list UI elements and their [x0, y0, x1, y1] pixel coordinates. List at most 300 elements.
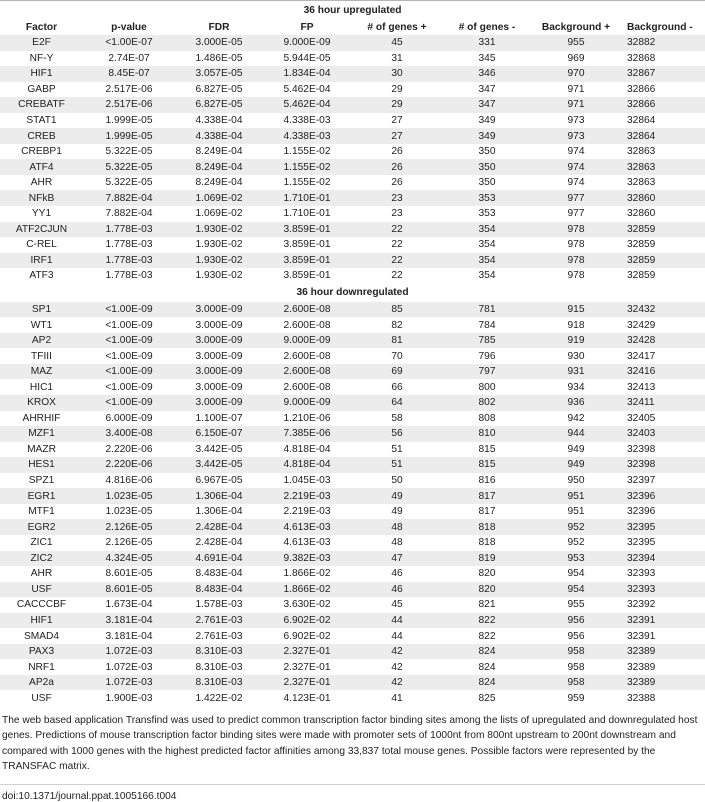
table-row	[0, 395, 705, 411]
table-cell: 954	[531, 582, 621, 598]
table-cell: WT1	[30, 319, 53, 331]
table-cell: 818	[478, 537, 496, 549]
table-cell: 2.600E-08	[263, 302, 351, 318]
table-cell: CACCCBF	[16, 599, 67, 611]
table-cell: 970	[531, 66, 621, 82]
table-cell: 956	[531, 613, 621, 629]
table-cell: 815	[443, 457, 531, 473]
table-cell: HIF1	[0, 613, 83, 629]
table-cell: 32864	[627, 115, 656, 126]
table-cell: 23	[351, 190, 443, 206]
table-cell: 69	[351, 364, 443, 380]
table-cell: AP2	[0, 333, 83, 349]
table-cell: 818	[443, 519, 531, 535]
table-cell: 81	[351, 333, 443, 349]
table-row	[0, 628, 705, 644]
table-cell: 800	[478, 381, 496, 393]
table-cell: 8.601E-05	[83, 582, 175, 598]
table-cell: 32413	[627, 381, 656, 393]
table-cell: 977	[567, 208, 585, 220]
table-cell: 8.249E-04	[195, 177, 243, 189]
table-cell: 1.306E-04	[195, 506, 243, 518]
table-cell: MZF1	[0, 426, 83, 442]
table-cell: 931	[531, 364, 621, 380]
table-cell: 51	[391, 443, 403, 455]
table-cell: 820	[478, 568, 496, 580]
table-cell: 1.930E-02	[175, 253, 263, 269]
table-cell: AHRHIF	[22, 412, 61, 424]
table-cell: 4.816E-06	[105, 475, 153, 487]
table-cell: 2.428E-04	[175, 519, 263, 535]
table-row	[0, 488, 705, 504]
table-cell: 4.324E-05	[83, 551, 175, 567]
table-cell: 32389	[621, 644, 705, 660]
table-cell: 58	[391, 412, 403, 424]
table-cell: MAZR	[27, 443, 56, 455]
table-cell: 4.818E-04	[263, 457, 351, 473]
table-cell: 969	[567, 52, 585, 64]
table-cell: 2.74E-07	[108, 52, 150, 64]
table-cell: 978	[531, 222, 621, 238]
table-cell: 9.382E-03	[263, 551, 351, 567]
table-cell: 1.778E-03	[83, 253, 175, 269]
table-cell: SMAD4	[23, 630, 60, 642]
table-cell: 32389	[627, 661, 656, 673]
table-cell: 32398	[621, 457, 705, 473]
table-cell: 354	[443, 222, 531, 238]
table-cell: 5.322E-05	[105, 177, 153, 189]
table-cell: 4.691E-04	[175, 551, 263, 567]
table-cell: 949	[567, 443, 585, 455]
table-row	[0, 317, 705, 333]
table-cell: 1.072E-03	[83, 644, 175, 660]
table-cell: 3.859E-01	[263, 222, 351, 238]
table-cell: 4.818E-04	[283, 443, 331, 455]
table-cell: 9.000E-09	[263, 35, 351, 51]
table-row	[0, 128, 705, 144]
table-cell: 3.630E-02	[283, 599, 331, 611]
table-cell: 32863	[621, 159, 705, 175]
table-cell: 817	[443, 488, 531, 504]
table-cell: 978	[567, 239, 585, 251]
section-title-downregulated: 36 hour downregulated	[296, 287, 409, 299]
table-cell: NFkB	[0, 190, 83, 206]
table-cell: 971	[567, 83, 585, 95]
table-cell: SP1	[0, 302, 83, 318]
table-cell: 978	[567, 270, 585, 282]
table-cell: 936	[531, 395, 621, 411]
table-cell: 32859	[627, 270, 656, 282]
table-cell: 1.778E-03	[83, 222, 175, 238]
table-cell: 5.322E-05	[105, 146, 153, 158]
table-cell: 952	[567, 537, 585, 549]
table-cell: 1.155E-02	[263, 159, 351, 175]
table-cell: 2.219E-03	[263, 488, 351, 504]
table-cell: 3.000E-09	[195, 319, 243, 331]
table-cell: 951	[531, 488, 621, 504]
table-row	[0, 222, 705, 238]
table-cell: 32416	[621, 364, 705, 380]
table-cell: 5.944E-05	[283, 52, 331, 64]
table-cell: 2.126E-05	[105, 537, 153, 549]
table-cell: 955	[567, 599, 585, 611]
table-cell: 959	[567, 692, 585, 704]
table-cell: 971	[531, 97, 621, 113]
table-cell: SPZ1	[28, 475, 55, 487]
table-footnote: The web based application Transfind was used to predict common transcription factor binding sites among the lists of upregulated and downregulated host genes. Predictions of mouse transcription factor binding sites were made with promoter sets of 1000nt from 800nt upstream to 200nt downstream and compared with 1000 genes with the highest predicted factor affinities among 33,837 total mouse genes. Possible factors were represented by the TRANSFAC matrix.	[2, 714, 698, 772]
table-row	[0, 206, 705, 222]
table-cell: 958	[531, 675, 621, 691]
col-header-fdr: FDR	[175, 19, 263, 35]
table-cell: 2.126E-05	[83, 519, 175, 535]
table-cell: 974	[531, 159, 621, 175]
table-cell: 22	[351, 222, 443, 238]
table-cell: 2.600E-08	[283, 319, 331, 331]
table-cell: <1.00E-09	[105, 381, 153, 393]
table-cell: 29	[391, 83, 403, 95]
table-cell: 1.422E-02	[195, 692, 243, 704]
table-cell: 32864	[621, 128, 705, 144]
table-cell: 973	[567, 115, 585, 126]
table-row	[0, 597, 705, 613]
table-cell: 956	[567, 630, 585, 642]
table-cell: 1.100E-07	[195, 412, 243, 424]
table-cell: 2.761E-03	[195, 630, 243, 642]
table-cell: 32405	[627, 412, 656, 424]
table-row	[0, 504, 705, 520]
table-cell: 2.600E-08	[283, 350, 331, 362]
table-cell: 32389	[621, 675, 705, 691]
table-cell: 825	[478, 692, 496, 704]
table-cell: ATF2CJUN	[0, 222, 83, 238]
table-cell: 5.322E-05	[83, 159, 175, 175]
table-cell: 32863	[627, 146, 656, 158]
table-cell: ATF4	[0, 159, 83, 175]
table-cell: 950	[567, 475, 585, 487]
table-cell: MAZ	[0, 364, 83, 380]
table-cell: 42	[391, 661, 403, 673]
table-cell: 978	[531, 253, 621, 269]
table-row	[0, 442, 705, 458]
table-cell: 353	[443, 190, 531, 206]
column-header-row	[0, 19, 705, 35]
table-cell: 1.023E-05	[105, 506, 153, 518]
table-cell: 810	[443, 426, 531, 442]
table-cell: 48	[351, 519, 443, 535]
table-cell: 1.930E-02	[195, 239, 243, 251]
table-row	[0, 348, 705, 364]
table-cell: 32396	[627, 506, 656, 518]
table-cell: IRF1	[0, 253, 83, 269]
table-row	[0, 675, 705, 691]
doi-link[interactable]: doi:10.1371/journal.ppat.1005166.t004	[0, 784, 705, 802]
table-cell: 3.000E-09	[175, 302, 263, 318]
table-cell: CREBP1	[21, 146, 62, 158]
table-cell: 973	[531, 128, 621, 144]
table-cell: 354	[443, 253, 531, 269]
table-cell: 32867	[621, 66, 705, 82]
table-cell: 26	[391, 146, 403, 158]
table-cell: 2.327E-01	[263, 675, 351, 691]
table-cell: 47	[351, 551, 443, 567]
table-cell: 1.866E-02	[263, 582, 351, 598]
table-cell: 919	[531, 333, 621, 349]
table-cell: 977	[531, 190, 621, 206]
table-cell: 1.155E-02	[283, 146, 331, 158]
table-row	[0, 253, 705, 269]
table-cell: 6.902E-02	[283, 630, 331, 642]
table-cell: C-REL	[26, 239, 57, 251]
table-row	[0, 551, 705, 567]
table-cell: 802	[443, 395, 531, 411]
table-cell: 9.000E-09	[263, 333, 351, 349]
table-cell: 1.834E-04	[263, 66, 351, 82]
table-row	[0, 35, 705, 51]
table-cell: 1.023E-05	[83, 488, 175, 504]
table-cell: 45	[391, 599, 403, 611]
table-cell: 4.613E-03	[263, 519, 351, 535]
table-cell: 32859	[627, 239, 656, 251]
table-cell: 22	[351, 253, 443, 269]
table-row	[0, 613, 705, 629]
table-cell: 3.442E-05	[195, 443, 243, 455]
table-cell: 1.778E-03	[105, 270, 153, 282]
table-cell: 27	[351, 128, 443, 144]
table-cell: 3.181E-04	[83, 613, 175, 629]
table-cell: 350	[443, 159, 531, 175]
table-cell: 918	[567, 319, 585, 331]
table-cell: 32397	[627, 475, 656, 487]
table-row	[0, 113, 705, 129]
table-cell: NRF1	[28, 661, 55, 673]
table-cell: 1.900E-03	[105, 692, 153, 704]
table-cell: 958	[531, 644, 621, 660]
table-cell: 4.338E-04	[195, 115, 243, 126]
table-cell: 3.442E-05	[175, 457, 263, 473]
table-cell: EGR1	[0, 488, 83, 504]
table-cell: 7.882E-04	[105, 208, 153, 220]
table-cell: 3.859E-01	[283, 270, 331, 282]
table-cell: 70	[391, 350, 403, 362]
col-header-genes-plus: # of genes +	[351, 19, 443, 35]
table-cell: 6.150E-07	[175, 426, 263, 442]
downregulated-rows	[0, 302, 705, 706]
table-cell: 45	[351, 35, 443, 51]
table-cell: 350	[478, 177, 496, 189]
table-cell: 32388	[627, 692, 656, 704]
table-cell: 6.000E-09	[105, 412, 153, 424]
table-cell: 3.000E-09	[195, 381, 243, 393]
table-cell: USF	[0, 582, 83, 598]
table-row	[0, 51, 705, 67]
table-cell: 785	[443, 333, 531, 349]
table-cell: 915	[531, 302, 621, 318]
table-cell: <1.00E-09	[105, 350, 153, 362]
table-cell: HES1	[0, 457, 83, 473]
table-cell: 781	[443, 302, 531, 318]
table-cell: AHR	[30, 568, 53, 580]
table-cell: 44	[351, 613, 443, 629]
upregulated-rows	[0, 35, 705, 284]
table-cell: 50	[391, 475, 403, 487]
table-row	[0, 690, 705, 706]
table-cell: 2.327E-01	[263, 644, 351, 660]
table-cell: 1.486E-05	[195, 52, 243, 64]
col-header-genes-minus: # of genes -	[443, 19, 531, 35]
col-header-background-minus: Background -	[621, 19, 705, 35]
table-cell: GABP	[27, 83, 56, 95]
table-cell: 821	[478, 599, 496, 611]
table-cell: 1.306E-04	[175, 488, 263, 504]
table-cell: 974	[567, 177, 585, 189]
section-title-upregulated: 36 hour upregulated	[0, 1, 705, 20]
table-cell: 27	[391, 115, 403, 126]
table-cell: 5.462E-04	[263, 97, 351, 113]
table-cell: 2.219E-03	[283, 506, 331, 518]
table-cell: 32395	[621, 519, 705, 535]
table-cell: 3.181E-04	[105, 630, 153, 642]
table-cell: <1.00E-07	[83, 35, 175, 51]
table-cell: 32403	[621, 426, 705, 442]
table-row	[0, 535, 705, 551]
col-header-pvalue: p-value	[83, 19, 175, 35]
table-cell: 32398	[627, 443, 656, 455]
table-cell: 4.613E-03	[283, 537, 331, 549]
table-cell: 1.578E-03	[195, 599, 243, 611]
table-cell: 1.210E-06	[283, 412, 331, 424]
table-cell: 347	[478, 83, 496, 95]
table-cell: 934	[567, 381, 585, 393]
table-cell: 22	[391, 270, 403, 282]
table-cell: 85	[351, 302, 443, 318]
table-cell: 32393	[627, 568, 656, 580]
table-cell: 32391	[621, 613, 705, 629]
table-cell: 797	[443, 364, 531, 380]
table-cell: PAX3	[0, 644, 83, 660]
table-cell: 32863	[627, 177, 656, 189]
table-row	[0, 519, 705, 535]
table-cell: 353	[478, 208, 496, 220]
table-cell: 1.069E-02	[175, 190, 263, 206]
table-cell: 32417	[627, 350, 656, 362]
table-cell: 1.778E-03	[105, 239, 153, 251]
table-cell: KROX	[0, 395, 83, 411]
table-cell: 6.902E-02	[263, 613, 351, 629]
table-cell: 23	[391, 208, 403, 220]
table-cell: 29	[351, 97, 443, 113]
table-cell: 8.483E-04	[195, 568, 243, 580]
table-cell: 8.310E-03	[175, 675, 263, 691]
table-cell: 32866	[621, 97, 705, 113]
table-cell: ZIC1	[30, 537, 53, 549]
table-cell: 8.310E-03	[195, 661, 243, 673]
table-cell: 46	[351, 582, 443, 598]
table-row	[0, 582, 705, 598]
table-cell: 42	[351, 644, 443, 660]
table-cell: 44	[391, 630, 403, 642]
table-cell: 41	[391, 692, 403, 704]
table-cell: 64	[351, 395, 443, 411]
table-cell: 32391	[627, 630, 656, 642]
table-cell: YY1	[31, 208, 52, 220]
table-cell: AP2a	[0, 675, 83, 691]
table-row	[0, 66, 705, 82]
table-cell: 2.327E-01	[283, 661, 331, 673]
table-cell: CREBATF	[0, 97, 83, 113]
table-cell: 32859	[621, 253, 705, 269]
table-row	[0, 379, 705, 395]
table-cell: 32866	[627, 83, 656, 95]
table-cell: STAT1	[26, 115, 57, 126]
table-row	[0, 426, 705, 442]
table-cell: <1.00E-09	[83, 395, 175, 411]
table-cell: 6.827E-05	[195, 83, 243, 95]
table-cell: HIF1	[0, 66, 83, 82]
table-cell: HIC1	[29, 381, 54, 393]
table-cell: 1.045E-03	[283, 475, 331, 487]
table-cell: 331	[443, 35, 531, 51]
table-cell: TFIII	[31, 350, 52, 362]
table-cell: 820	[443, 582, 531, 598]
table-cell: 32432	[621, 302, 705, 318]
table-cell: 824	[443, 644, 531, 660]
table-cell: 51	[351, 457, 443, 473]
table-cell: 349	[478, 115, 496, 126]
table-row	[0, 364, 705, 380]
table-cell: 2.517E-06	[83, 97, 175, 113]
table-cell: 784	[478, 319, 496, 331]
table-cell: <1.00E-09	[83, 364, 175, 380]
table-cell: 7.882E-04	[83, 190, 175, 206]
table-row	[0, 82, 705, 98]
table-row	[0, 97, 705, 113]
table-cell: 958	[567, 661, 585, 673]
table-cell: 31	[391, 52, 403, 64]
table-cell: 2.220E-06	[105, 443, 153, 455]
table-cell: 953	[531, 551, 621, 567]
table-cell: 9.000E-09	[263, 395, 351, 411]
table-cell: 8.310E-03	[175, 644, 263, 660]
table-cell: 8.249E-04	[175, 159, 263, 175]
table-cell: 2.600E-08	[283, 381, 331, 393]
table-cell: 4.338E-04	[175, 128, 263, 144]
table-cell: 2.600E-08	[263, 364, 351, 380]
table-cell: 2.517E-06	[105, 83, 153, 95]
table-cell: 6.967E-05	[195, 475, 243, 487]
table-cell: 8.249E-04	[195, 146, 243, 158]
table-cell: 49	[391, 506, 403, 518]
table-cell: 4.123E-01	[283, 692, 331, 704]
col-header-fp: FP	[263, 19, 351, 35]
table-cell: 8.483E-04	[175, 582, 263, 598]
table-cell: 1.866E-02	[283, 568, 331, 580]
table-cell: 347	[443, 97, 531, 113]
table-cell: CREB	[0, 128, 83, 144]
table-cell: 954	[567, 568, 585, 580]
table-cell: 32882	[621, 35, 705, 51]
table-cell: 1.710E-01	[263, 190, 351, 206]
table-cell: USF	[31, 692, 52, 704]
table-row	[0, 644, 705, 660]
table-cell: 2.220E-06	[83, 457, 175, 473]
table-cell: 3.859E-01	[283, 239, 331, 251]
table-cell: 3.000E-09	[175, 364, 263, 380]
table-cell: 354	[478, 239, 496, 251]
table-cell: 3.859E-01	[263, 253, 351, 269]
table-cell: 26	[391, 177, 403, 189]
table-cell: 6.827E-05	[175, 97, 263, 113]
table-cell: 7.385E-06	[263, 426, 351, 442]
